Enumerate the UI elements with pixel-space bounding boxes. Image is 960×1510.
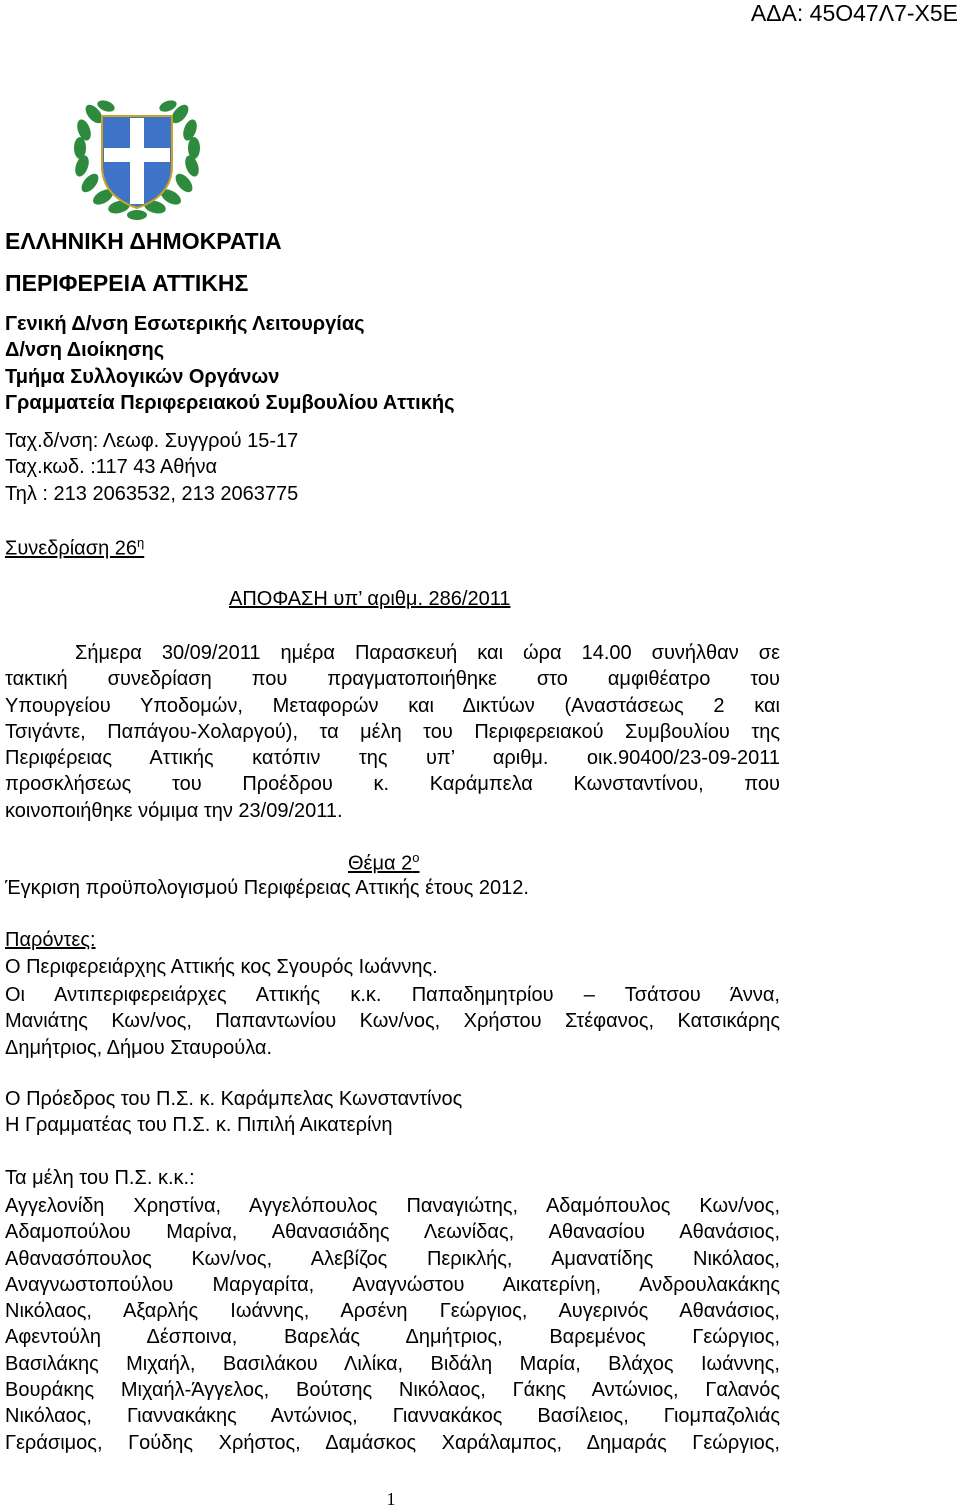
deputies-line: Δημήτριος, Δήμου Σταυρούλα. [5,1036,273,1059]
intro-line: Περιφέρειας Αττικής κατόπιν της υπ’ αριθμ. οικ.90400/23-09-2011 [5,747,780,770]
decision-title: ΑΠΟΦΑΣΗ υπ’ αριθμ. 286/2011 [229,588,511,610]
session-sup: η [137,535,145,550]
department: Τμήμα Συλλογικών Οργάνων [5,366,280,388]
topic-description: Έγκριση προϋπολογισμού Περιφέρειας Αττικής έτους 2012. [5,877,529,899]
intro-line: Σήμερα 30/09/2011 ημέρα Παρασκευή και ώρα 14.00 συνήλθαν σε [75,642,780,664]
members-line: Αθανασόπουλος Κων/νος, Αλεβίζος Περικλής, Αμανατίδης Νικόλαος, [5,1247,780,1270]
postal-code-line: Ταχ.κωδ. :117 43 Αθήνα [5,456,218,478]
members-line: Γεράσιμος, Γούδης Χρήστος, Δαμάσκος Χαράλαμπος, Δημαράς Γεώργιος, [5,1431,780,1454]
members-line: Αναγνωστοπούλου Μαργαρίτα, Αναγνώστου Αικατερίνη, Ανδρουλακάκης [5,1273,780,1296]
directorate: Δ/νση Διοίκησης [5,339,165,361]
deputies-line: Μανιάτης Κων/νος, Παπαντωνίου Κων/νος, Χρήστου Στέφανος, Κατσικάρης [5,1010,780,1033]
members-line: Νικόλαος, Γιαννακάκης Αντώνιος, Γιαννακάκος Βασίλειος, Γιομπαζολιάς [5,1405,780,1428]
session-label [5,535,144,561]
address-line: Ταχ.δ/νση: Λεωφ. Συγγρού 15-17 [5,430,299,452]
president-line: Ο Πρόεδρος του Π.Σ. κ. Καράμπελας Κωνσταντίνος [5,1088,463,1110]
members-line: Νικόλαος, Αξαρλής Ιωάννης, Αρσένη Γεώργιος, Αυγερινός Αθανάσιος, [5,1300,780,1323]
intro-line: κοινοποιήθηκε νόμιμα την 23/09/2011. [5,799,343,822]
members-paragraph [5,1193,780,1456]
page-number: 1 [386,1489,396,1509]
directorate-general: Γενική Δ/νση Εσωτερικής Λειτουργίας [5,313,365,335]
intro-line: τακτική συνεδρίαση που πραγματοποιήθηκε στο αμφιθέατρο του [5,668,780,691]
region-heading: ΠΕΡΙΦΕΡΕΙΑ ΑΤΤΙΚΗΣ [5,270,249,296]
intro-line: Υπουργείου Υποδομών, Μεταφορών και Δικτύων (Αναστάσεως 2 και [5,694,780,717]
members-label: Τα μέλη του Π.Σ. κ.κ.: [5,1167,195,1189]
greek-coat-of-arms-icon [72,96,202,222]
topic-sup: ο [412,850,420,865]
topic-text: Θέμα 2 [348,852,413,875]
ada-code: ΑΔΑ: 45Ο47Λ7-Χ5Ε [750,0,958,26]
intro-paragraph [5,640,780,824]
members-line: Αδαμοπούλου Μαρίνα, Αθανασιάδης Λεωνίδας, Αθανασίου Αθανάσιος, [5,1221,780,1244]
phone-line: Τηλ : 213 2063532, 213 2063775 [5,483,299,505]
intro-line: Τσιγάντε, Παπάγου-Χολαργού), τα μέλη του Περιφερειακού Συμβουλίου της [5,720,780,743]
session-text: Συνεδρίαση 26 [5,537,138,560]
present-label: Παρόντες: [5,929,96,951]
deputies-line: Οι Αντιπεριφερειάρχες Αττικής κ.κ. Παπαδημητρίου – Τσάτσου Άννα, [5,984,780,1006]
members-line: Αφεντούλη Δέσποινα, Βαρελάς Δημήτριος, Βαρεμένος Γεώργιος, [5,1326,780,1349]
deputies-paragraph [5,982,780,1061]
members-line: Βουράκης Μιχαήλ-Άγγελος, Βούτσης Νικόλαος, Γάκης Αντώνιος, Γαλανός [5,1379,780,1402]
republic-heading: ΕΛΛΗΝΙΚΗ ΔΗΜΟΚΡΑΤΙΑ [5,228,282,254]
members-line: Βασιλάκης Μιχαήλ, Βασιλάκου Λιλίκα, Βιδάλη Μαρία, Βλάχος Ιωάννης, [5,1352,780,1375]
intro-line: προσκλήσεως του Προέδρου κ. Καράμπελα Κωνσταντίνου, που [5,773,780,796]
secretariat: Γραμματεία Περιφερειακού Συμβουλίου Αττικής [5,392,455,414]
topic-label [348,850,419,876]
members-line: Αγγελονίδη Χρηστίνα, Αγγελόπουλος Παναγιώτης, Αδαμόπουλος Κων/νος, [5,1195,780,1217]
regional-governor: Ο Περιφερειάρχης Αττικής κος Σγουρός Ιωάννης. [5,956,438,978]
secretary-line: Η Γραμματέας του Π.Σ. κ. Πιπιλή Αικατερίνη [5,1114,393,1136]
